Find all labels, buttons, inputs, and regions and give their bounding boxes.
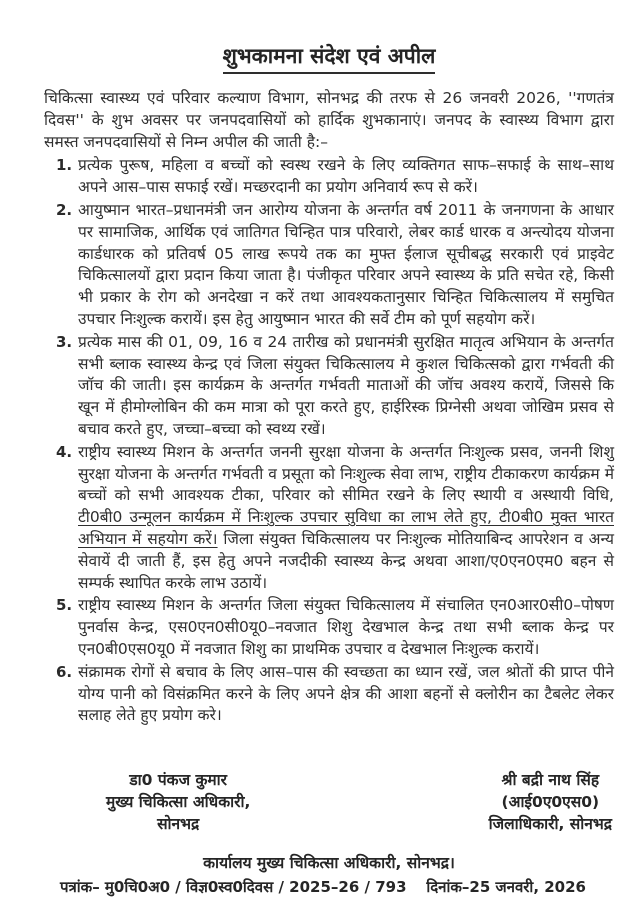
signatory-name: डा0 पंकज कुमार <box>129 771 227 790</box>
appeal-item-6 <box>44 662 614 727</box>
signature-dm <box>489 769 612 835</box>
item-number: 5. <box>56 596 73 615</box>
letter-date: दिनांक–25 जनवरी, 2026 <box>426 878 586 897</box>
item-text: राष्ट्रीय स्वास्थ्य मिशन के अन्तर्गत जिला संयुक्त चिकित्सालय में संचालित एन0आर0सी0–पोषण पुनर्वास केन्द्र, एस0एन0सी0यू0–नवजात शिशु देखभाल केन्द्र तथा सभी ब्लाक केन्द्र पर एन0बी0एस0यू0 में नवजात शिशु का प्राथमिक उपचार व देखभाल निःशुल्क करायें। <box>78 596 614 658</box>
item-number: 4. <box>56 442 73 461</box>
item-text: संक्रामक रोगों से बचाव के लिए आस–पास की स्वच्छता का ध्यान रखें, जल श्रोतों की प्राप्त पीने योग्य पानी को विसंक्रमित करने के लिए अपने क्षेत्र की आशा बहनों से क्लोरीन का टैबलेट लेकर सलाह लेते हुए प्रयोग करे। <box>78 662 614 725</box>
appeal-item-4 <box>44 442 614 595</box>
office-line: कार्यालय मुख्य चिकित्सा अधिकारी, सोनभद्र। <box>203 854 455 873</box>
appeal-item-5 <box>44 595 614 660</box>
signatory-place: सोनभद्र <box>157 815 200 834</box>
signature-cmo <box>106 769 250 835</box>
signatory-designation: मुख्य चिकित्सा अधिकारी, <box>106 793 251 812</box>
item-number: 6. <box>56 662 73 681</box>
reference-row <box>44 877 614 897</box>
appeal-item-1 <box>44 155 614 199</box>
letter-number: पत्रांक– मु0चि0अ0 / विज्ञ0स्व0दिवस / 2025–26 / 793 <box>60 878 407 897</box>
signatory-cadre: (आई0ए0एस0) <box>501 793 600 812</box>
item-number: 2. <box>56 200 73 219</box>
item-text: आयुष्मान भारत–प्रधानमंत्री जन आरोग्य योजना के अन्तर्गत वर्ष 2011 के जनगणना के आधार पर सामाजिक, आर्थिक एवं जातिगत चिन्हित पात्र परिवारो, लेबर कार्ड धारक व अन्त्योदय योजना कार्डधारक को प्रतिवर्ष 05 लाख रूपये तक का मुफ्त ईलाज सूचीबद्ध सरकारी एवं प्राइवेट चिकित्सालयों द्वारा प्रदान किया जाता है। पंजीकृत परिवार अपने स्वास्थ्य के प्रति सचेत रहे, किसी भी प्रकार के रोग को अनदेखा न करें तथा आवश्यकतानुसार चिन्हित चिकित्सालय में समुचित उपचार निःशुल्क करायें। इस हेतु आयुष्मान भारत की सर्वे टीम को पूर्ण सहयोग करें। <box>78 200 614 328</box>
item-text <box>78 442 614 595</box>
appeal-list <box>44 155 614 727</box>
page-title-text: शुभकामना संदेश एवं अपील <box>223 42 436 74</box>
item-text-underlined: टी0बी0 उन्मूलन कार्यक्रम में निःशुल्क उपचार सुविधा का लाभ लेते हुए, टी0बी0 मुक्त भारत अभियान में सहयोग करें। <box>78 508 614 548</box>
item-number: 3. <box>56 332 73 351</box>
appeal-item-2 <box>44 200 614 331</box>
item-text-plain: जिला संयुक्त चिकित्सालय पर निःशुल्क मोतियाबिन्द आपरेशन व अन्य सेवायें दी जाती हैं, इस हेतु अपने नजदीकी स्वास्थ्य केन्द्र अथवा आशा/ए0एन0एम0 बहन से सम्पर्क स्थापित करके लाभ उठायें। <box>78 529 615 592</box>
signatory-designation: जिलाधिकारी, सोनभद्र <box>488 815 612 834</box>
item-text-plain: राष्ट्रीय स्वास्थ्य मिशन के अन्तर्गत जननी सुरक्षा योजना के अन्तर्गत निःशुल्क प्रसव, जननी शिशु सुरक्षा योजना के अन्तर्गत गर्भवती व प्रसूता को निःशुल्क सेवा लाभ, राष्ट्रीय टीकाकरण कार्यक्रम में बच्चों को सभी आवश्यक टीका, परिवार को सीमित रखने के लिए स्थायी व अस्थायी विधि, <box>78 442 614 505</box>
item-text: प्रत्येक पुरूष, महिला व बच्चों को स्वस्थ रखने के लिए व्यक्तिगत साफ–सफाई के साथ–साथ अपने आस–पास सफाई रखें। मच्छरदानी का प्रयोग अनिवार्य रूप से करें। <box>78 156 614 197</box>
intro-paragraph: चिकित्सा स्वास्थ्य एवं परिवार कल्याण विभाग, सोनभद्र की तरफ से 26 जनवरी 2026, ''गणतंत्र दिवस'' के शुभ अवसर पर जनपदवासियों को हार्दिक शुभकानाएं। जनपद के स्वास्थ्य विभाग द्वारा समस्त जनपदवासियों से निम्न अपील की जाती है:– <box>44 89 614 151</box>
signatory-name: श्री बद्री नाथ सिंह <box>501 771 600 790</box>
signature-row <box>44 769 614 835</box>
appeal-item-3 <box>44 332 614 441</box>
item-number: 1. <box>56 156 73 175</box>
page-title <box>44 42 614 74</box>
item-text: प्रत्येक मास की 01, 09, 16 व 24 तारीख को प्रधानमंत्री सुरक्षित मातृत्व अभियान के अन्तर्गत सभी ब्लाक स्वास्थ्य केन्द्र एवं जिला संयुक्त चिकित्सालय मे कुशल चिकित्सको द्वारा गर्भवती की जॉच की जाती। इस कार्यक्रम के अन्तर्गत गर्भवती माताओं की जॉच अवश्य करायें, जिससे कि खून में हीमोग्लोबिन की कम मात्रा को पूरा करते हुए, हाईरिस्क प्रिग्नेसी अथवा जोखिम प्रसव से बचाव करते हुए, जच्चा–बच्चा को स्वथ्य रखें। <box>78 332 614 438</box>
